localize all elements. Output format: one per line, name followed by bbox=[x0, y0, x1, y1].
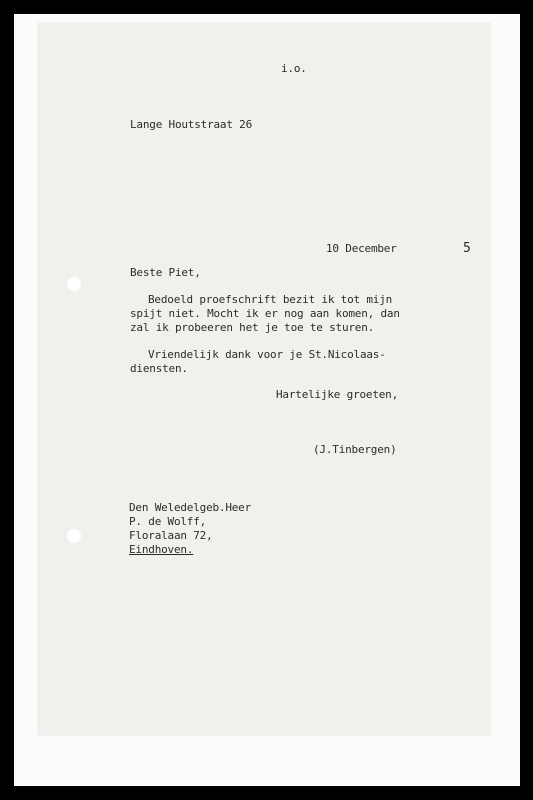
page-mark: 5 bbox=[463, 241, 471, 256]
signature: (J.Tinbergen) bbox=[313, 443, 397, 456]
punch-hole-top bbox=[67, 277, 81, 291]
paragraph1-line1: Bedoeld proefschrift bezit ik tot mijn bbox=[148, 293, 393, 306]
salutation: Beste Piet, bbox=[130, 266, 201, 279]
recipient-city: Eindhoven. bbox=[129, 543, 194, 556]
paragraph2-line1: Vriendelijk dank voor je St.Nicolaas- bbox=[148, 348, 386, 361]
letter-date: 10 December bbox=[326, 242, 397, 255]
header-code: i.o. bbox=[281, 62, 307, 75]
paragraph2-line2: diensten. bbox=[130, 362, 188, 375]
paragraph1-line3: zal ik probeeren het je toe te sturen. bbox=[130, 321, 375, 334]
sender-address: Lange Houtstraat 26 bbox=[130, 118, 253, 131]
letter-sheet bbox=[39, 23, 491, 735]
paragraph1-line2: spijt niet. Mocht ik er nog aan komen, dan bbox=[130, 307, 400, 320]
closing: Hartelijke groeten, bbox=[276, 388, 399, 401]
recipient-line1: Den Weledelgeb.Heer bbox=[129, 501, 252, 514]
recipient-line3: Floralaan 72, bbox=[129, 529, 213, 542]
punch-hole-bottom bbox=[67, 529, 81, 543]
recipient-line2: P. de Wolff, bbox=[129, 515, 207, 528]
